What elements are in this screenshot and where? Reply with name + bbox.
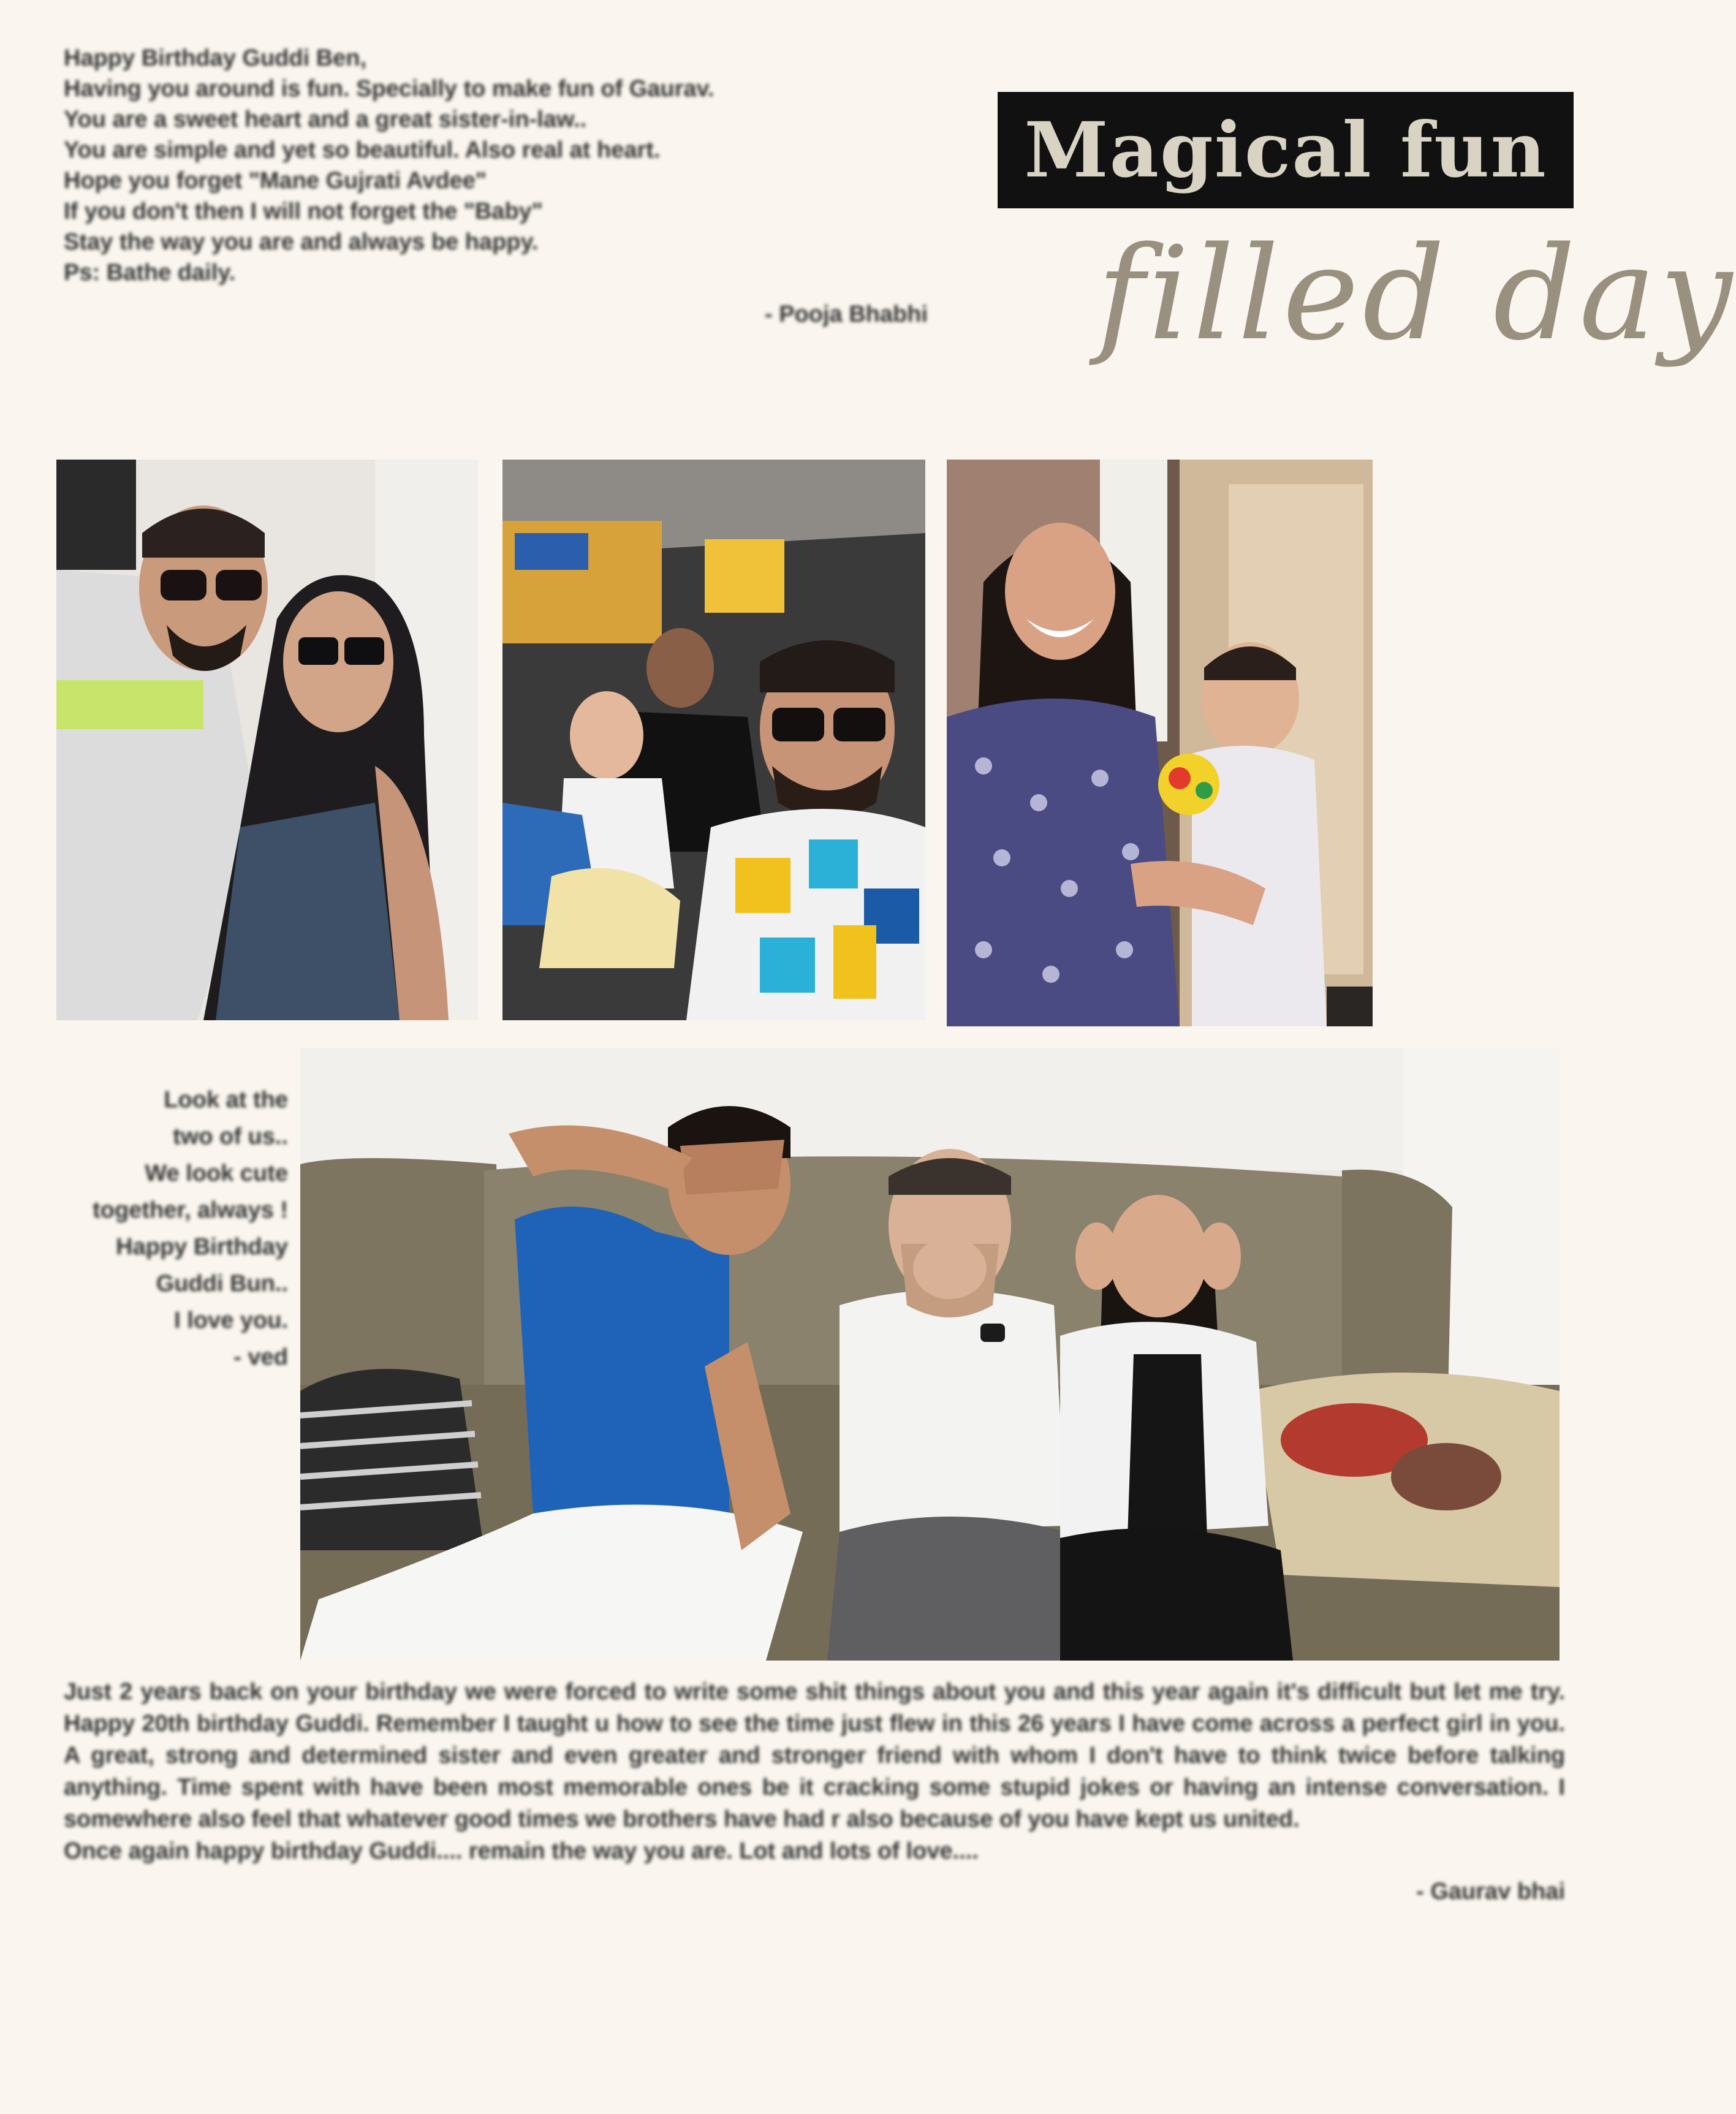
note-signature: - Gaurav bhai bbox=[1416, 1879, 1565, 1904]
note-line: Happy Birthday Guddi Ben, bbox=[64, 45, 367, 71]
page-subtitle-script: filled day bbox=[1097, 219, 1736, 369]
note-line: We look cute bbox=[145, 1161, 288, 1186]
note-ved bbox=[25, 1082, 288, 1376]
photo-couple-selfie bbox=[56, 460, 478, 1020]
note-gaurav-bhai bbox=[64, 1676, 1565, 1908]
note-line: two of us.. bbox=[173, 1124, 288, 1150]
note-line: You are simple and yet so beautiful. Also real at heart. bbox=[64, 137, 661, 163]
page-title: Magical fun bbox=[1024, 105, 1547, 195]
note-signature: - Pooja Bhabhi bbox=[765, 301, 928, 327]
note-line: Guddi Bun.. bbox=[156, 1271, 288, 1297]
photo-car-selfie bbox=[502, 460, 925, 1020]
photo-woman-with-baby bbox=[947, 460, 1373, 1026]
note-line: Stay the way you are and always be happy. bbox=[64, 229, 539, 255]
note-line: Happy Birthday bbox=[116, 1234, 288, 1260]
note-line: Look at the bbox=[164, 1087, 288, 1113]
note-line: If you don't then I will not forget the "Baby" bbox=[64, 199, 543, 224]
note-line: together, always ! bbox=[93, 1197, 288, 1223]
note-line: You are a sweet heart and a great sister-in-law.. bbox=[64, 107, 587, 132]
note-line: Hope you forget "Mane Gujrati Avdee" bbox=[64, 168, 487, 194]
note-signature: - ved bbox=[233, 1344, 288, 1370]
title-banner bbox=[998, 92, 1574, 208]
note-line: Having you around is fun. Specially to make fun of Gaurav. bbox=[64, 76, 714, 102]
note-closing: Once again happy birthday Guddi.... remain the way you are. Lot and lots of love.... bbox=[64, 1838, 979, 1864]
note-line: Ps: Bathe daily. bbox=[64, 260, 236, 286]
note-line: I love you. bbox=[174, 1308, 288, 1333]
note-paragraph: Just 2 years back on your birthday we were forced to write some shit things about you and this year again it's difficult but let me try. Happy 20th birthday Guddi. Remember I taught u how to see the time just flew in this 26 years I have come across a perfect girl in you. A great, strong and determined sister and even greater and stronger friend with whom I don't have to think twice before talking anything. Time spent with have been most memorable ones be it cracking some stupid jokes or having an intense conversation. I somewhere also feel that whatever good times we brothers have had r also because of you have kept us united. bbox=[64, 1679, 1565, 1832]
photo-sofa-group bbox=[300, 1048, 1560, 1661]
note-pooja-bhabhi bbox=[64, 43, 946, 330]
